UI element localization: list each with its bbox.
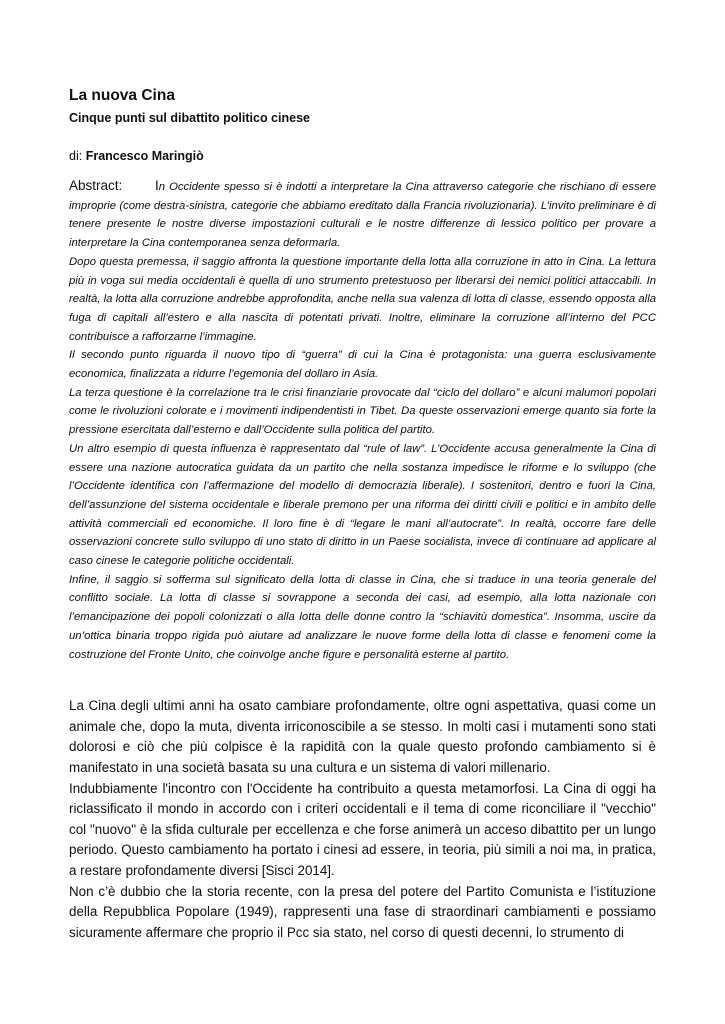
document-page — [69, 86, 656, 943]
abstract-paragraph: La terza questione è la correlazione tra le crisi finanziarie provocate dal “ciclo del dollaro” e alcuni malumori popolari come le rivoluzioni colorate e i movimenti indipendentisti in Tibet. Da queste osservazioni emerge quanto sia forte la pressione esercitata dall’esterno e dall’Occidente sulla politica del partito. — [69, 386, 656, 437]
abstract-initial: I — [155, 178, 159, 193]
abstract-paragraph: Dopo questa premessa, il saggio affronta la questione importante della lotta alla corruzione in atto in Cina. La lettura più in voga sui media occidentali è quella di uno strumento pretestuoso per liberarsi dei nemici politici attaccabili. In realtà, la lotta alla corruzione andrebbe approfondita, anche nella sua valenza di lotta di classe, essendo opposta alla fuga di capitali all’estero e alla nascita di potentati privati. Inoltre, eliminare la corruzione all’interno del PCC contribuisce a rafforzarne l’immagine. — [69, 255, 656, 343]
document-subtitle: Cinque punti sul dibattito politico cinese — [69, 111, 310, 125]
author-name: Francesco Maringiò — [85, 149, 204, 163]
abstract-paragraph: Un altro esempio di questa influenza è rappresentato dal “rule of law”. L’Occidente accusa generalmente la Cina di essere una nazione autocratica guidata da un partito che nella sostanza impedisce le riforme e lo sviluppo (che l’Occidente identifica con l’affermazione del modello di democrazia liberale). I sostenitori, dentro e fuori la Cina, dell’assunzione del sistema occidentale e liberale premono per una riforma dei diritti civili e politici e in ambito delle attività commerciali ed economiche. Il loro fine è di “legare le mani all’autocrate”. In realtà, occorre fare delle osservazioni concrete sullo sviluppo di uno stato di diritto in un Paese socialista, invece di continuare ad applicare al caso cinese le categorie politiche occidentali. — [69, 442, 656, 568]
body-text — [69, 696, 656, 943]
abstract-label: Abstract: — [69, 178, 123, 193]
abstract-section — [69, 177, 656, 664]
byline — [69, 147, 656, 165]
body-paragraph: Indubbiamente l'incontro con l'Occidente ha contribuito a questa metamorfosi. La Cina di oggi ha riclassificato il mondo in accordo con i criteri occidentali e il tema di come riconciliare il "vecchio" col "nuovo" è la sfida culturale per eccellenza e che forse animerà un acceso dibattito per un lungo periodo. Questo cambiamento ha portato i cinesi ad essere, in teoria, più simili a noi ma, in pratica, a restare profondamente diversi [Sisci 2014]. — [69, 780, 656, 879]
byline-prefix: di: — [69, 149, 86, 163]
abstract-paragraph: Infine, il saggio si sofferma sul significato della lotta di classe in Cina, che si traduce in una teoria generale del conflitto sociale. La lotta di classe si sovrappone a seconda dei casi, ad esempio, alla lotta nazionale con l’emancipazione dei popoli colonizzati o alla lotta delle donne contro la “schiavitù domestica”. Insomma, uscire da un’ottica binaria troppo rigida può aiutare ad analizzare le nuove forme della lotta di classe e fenomeni come la costruzione del Fronte Unito, che coinvolge anche figure e personalità esterne al partito. — [69, 573, 656, 661]
body-paragraph: La Cina degli ultimi anni ha osato cambiare profondamente, oltre ogni aspettativa, quasi come un animale che, dopo la muta, diventa irriconoscibile a se stesso. In molti casi i mutamenti sono stati dolorosi e ciò che più colpisce è la rapidità con la quale questo profondo cambiamento si è manifestato in una società basata su una cultura e un sistema di valori millenario. — [69, 698, 656, 776]
abstract-paragraph: Il secondo punto riguarda il nuovo tipo di “guerra” di cui la Cina è protagonista: una guerra esclusivamente economica, finalizzata a ridurre l’egemonia del dollaro in Asia. — [69, 349, 656, 381]
document-title: La nuova Cina — [69, 87, 175, 104]
abstract-paragraph — [69, 177, 656, 253]
body-paragraph: Non c’è dubbio che la storia recente, con la presa del potere del Partito Comunista e l’istituzione della Repubblica Popolare (1949), rappresenti una fase di straordinari cambiamenti e possiamo sicuramente affermare che proprio il Pcc sia stato, nel corso di questi decenni, lo strumento di — [69, 883, 656, 940]
abstract-paragraph-text: n Occidente spesso si è indotti a interpretare la Cina attraverso categorie che rischiano di essere improprie (come destra-sinistra, categorie che abbiamo ereditato dalla Francia rivoluzionaria). L’invito preliminare è di tenere presente le nostre diverse impostazioni culturali e le nostre differenze di lessico politico per provare a interpretare la Cina contemporanea senza deformarla. — [69, 181, 656, 250]
